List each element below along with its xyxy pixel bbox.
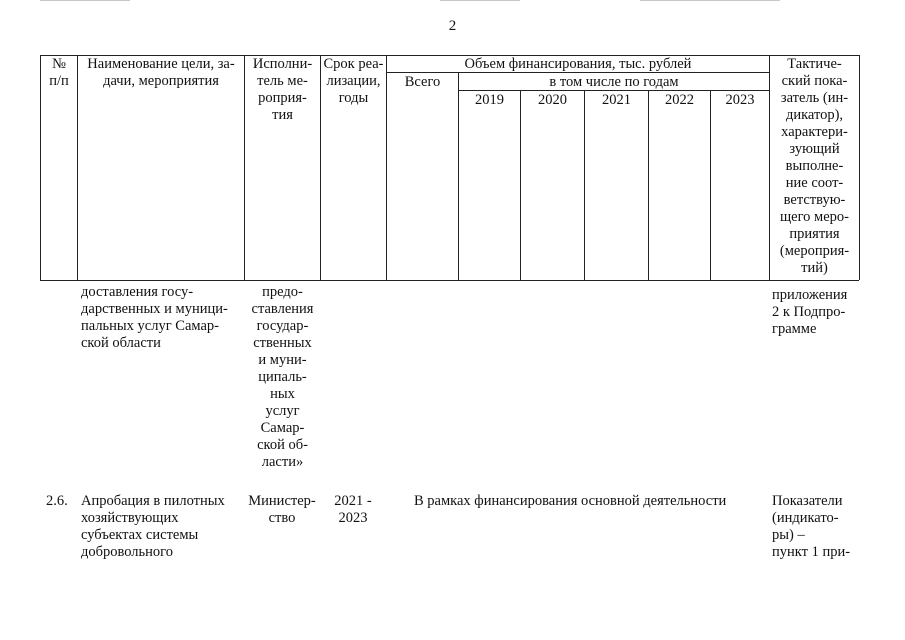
row-funding: В рамках финансирования основной деятельности (414, 493, 727, 509)
header-year-2019: 2019 (475, 92, 504, 108)
row-executor: Министер- ство (248, 493, 316, 526)
row-indicator: Показатели (индикато- ры) – пункт 1 при- (772, 493, 851, 560)
continuation-name: доставления госу- дарственных и муници- пальных услуг Самар- ской области (81, 284, 228, 351)
header-col-funding: Объем финансирования, тыс. рублей (464, 56, 692, 72)
header-col-term: Срок реа- лизации, годы (323, 56, 384, 106)
header-year-2022: 2022 (665, 92, 694, 108)
header-year-2023: 2023 (725, 92, 755, 108)
row-number: 2.6. (46, 493, 68, 509)
page-number: 2 (448, 18, 457, 34)
header-col-executor: Исполни- тель ме- роприя- тия (252, 56, 313, 123)
continuation-executor: предо- ставления государ- ственных и муни- ципаль- ных услуг Самар- ской об- ласти» (251, 284, 314, 470)
scan-edge-mark (640, 0, 780, 3)
header-col-name: Наименование цели, за- дачи, мероприятия (87, 56, 235, 89)
row-name: Апробация в пилотных хозяйствующих субъектах системы добровольного (81, 493, 225, 560)
header-col-number: № п/п (49, 56, 69, 89)
row-term: 2021 - 2023 (334, 493, 372, 526)
header-col-by-years: в том числе по годам (549, 74, 679, 90)
header-year-2020: 2020 (538, 92, 567, 108)
scan-edge-mark (40, 0, 130, 3)
scan-edge-mark (440, 0, 520, 3)
continuation-indicator: приложения 2 к Подпро- грамме (772, 287, 848, 337)
header-col-total: Всего (404, 74, 441, 90)
header-year-2021: 2021 (602, 92, 631, 108)
header-col-indicator: Тактиче- ский пока- затель (ин- дикатор), характери- зующий выполне- ние соот- ветствую- щего меро- приятия (мероприя- тий) (779, 56, 850, 276)
